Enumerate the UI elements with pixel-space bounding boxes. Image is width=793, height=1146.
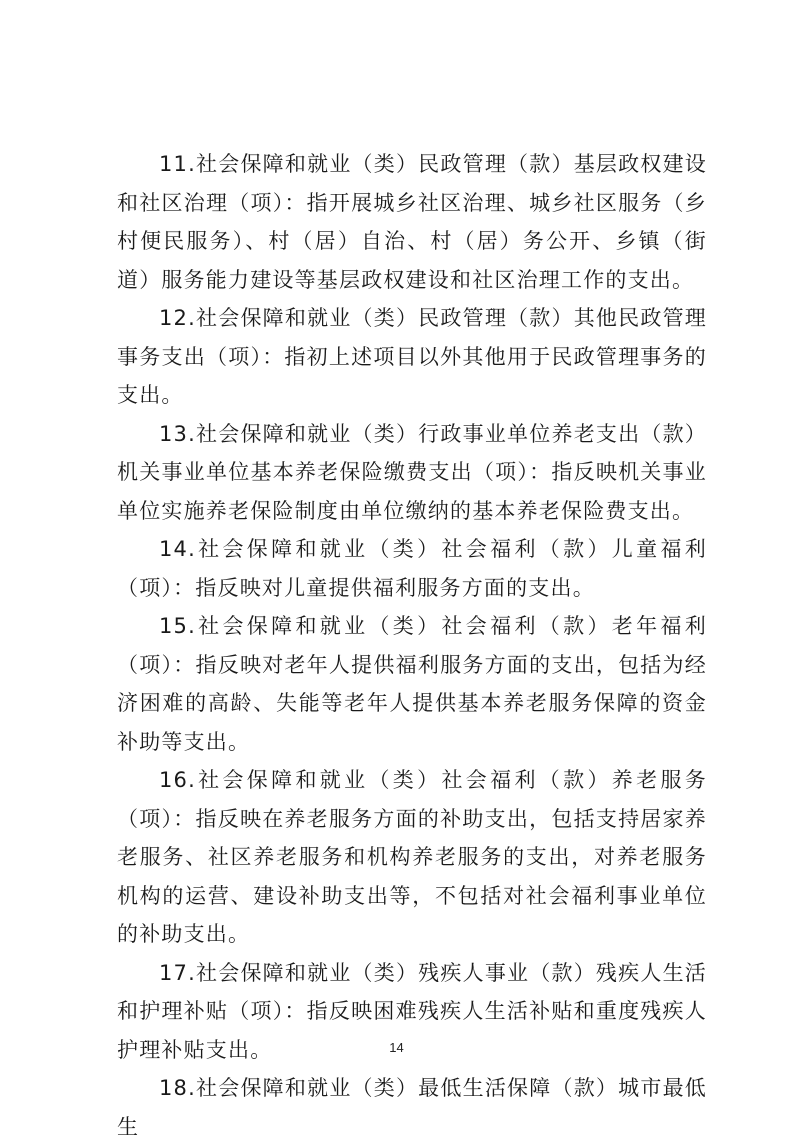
- paragraph-14: 14.社会保障和就业（类）社会福利（款）儿童福利（项）：指反映对儿童提供福利服务方面的支出。: [117, 537, 707, 600]
- page-number: 14: [389, 1040, 404, 1055]
- paragraph-13: 13.社会保障和就业（类）行政事业单位养老支出（款） 机关事业单位基本养老保险缴费支出（项）：指反映机关事业单位实施养老保险制度由单位缴纳的基本养老保险费支出。: [117, 421, 707, 523]
- body-text: [117, 145, 707, 1146]
- paragraph-16: 16.社会保障和就业（类）社会福利（款）养老服务（项）：指反映在养老服务方面的补助支出，包括支持居家养老服务、社区养老服务和机构养老服务的支出，对养老服务机构的运营、建设补助支出等，不包括对社会福利事业单位的补助支出。: [117, 768, 707, 946]
- paragraph-18: 18.社会保障和就业（类）最低生活保障（款）城市最低生: [117, 1076, 707, 1139]
- paragraph-12: 12.社会保障和就业（类）民政管理（款）其他民政管理事务支出（项）：指初上述项目以外其他用于民政管理事务的支出。: [117, 306, 707, 407]
- paragraph-15: 15.社会保障和就业（类）社会福利（款）老年福利（项）：指反映对老年人提供福利服务方面的支出，包括为经济困难的高龄、失能等老年人提供基本养老服务保障的资金补助等支出。: [117, 614, 707, 754]
- paragraph-17: 17.社会保障和就业（类）残疾人事业（款）残疾人生活和护理补贴（项）：指反映困难残疾人生活补贴和重度残疾人护理补贴支出。: [117, 960, 707, 1062]
- paragraph-11: 11.社会保障和就业（类）民政管理（款）基层政权建设和社区治理（项）：指开展城乡社区治理、城乡社区服务（乡村便民服务）、村（居）自治、村（居）务公开、乡镇（街道）服务能力建设等基层政权建设和社区治理工作的支出。: [117, 152, 707, 292]
